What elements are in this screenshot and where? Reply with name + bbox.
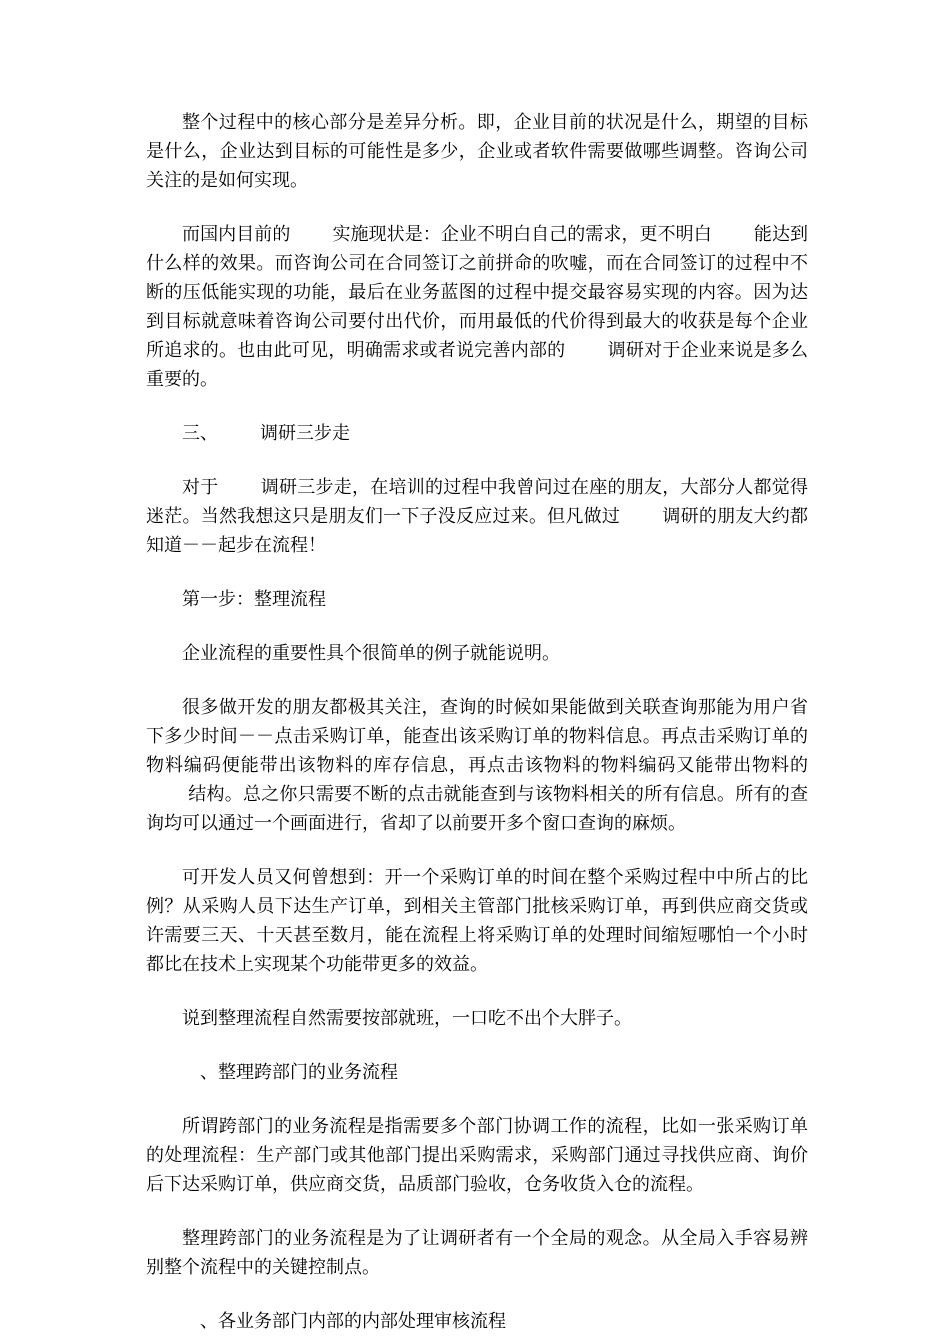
paragraph-developers-query: [146, 693, 808, 838]
section-number: 三、: [182, 423, 218, 444]
paragraph-three-steps-intro: [146, 473, 808, 560]
section-title: 调研三步走: [260, 423, 350, 444]
subheading-internal-review-process: [146, 1307, 808, 1336]
text-fragment: 很多做开发的朋友都极其关注，查询的时候如果能做到关联查询那能为用户省下多少时间－－点击采购订单，能查出该采购订单的物料信息。再点击采购订单的物料编码便能带出该物料的库存信息，再点击该物料的物料编码又能带出物料的: [146, 697, 808, 776]
text-fragment: 能达到什么样的效果。而咨询公司在合同签订之前拼命的吹嘘，而在合同签订的过程中不断的压低能实现的功能，最后在业务蓝图的过程中提交最容易实现的内容。因为达到目标就意味着咨询公司要付出代价，而用最低的代价得到最大的收获是每个企业所追求的。也由此可见，明确需求或者说完善内部的: [146, 224, 809, 361]
paragraph-process-importance: 企业流程的重要性具个很简单的例子就能说明。: [182, 643, 560, 664]
text-fragment: 、整理跨部门的业务流程: [200, 1062, 398, 1083]
text-fragment: 调研的朋友大约都知道－－起步在流程！: [146, 506, 809, 556]
paragraph-cross-department-definition: 所谓跨部门的业务流程是指需要多个部门协调工作的流程，比如一张采购订单的处理流程：生产部门或其他部门提出采购需求，采购部门通过寻找供应商、询价后下达采购订单，供应商交货，品质部门验收，仓务收货入仓的流程。: [146, 1116, 808, 1195]
text-fragment: 实施现状是：企业不明白自己的需求，更不明白: [332, 224, 712, 245]
text-fragment: 而国内目前的: [182, 224, 291, 245]
text-fragment: 结构。总之你只需要不断的点击就能查到与该物料相关的所有信息。所有的查询均可以通过一个画面进行，省却了以前要开多个窗口查询的麻烦。: [146, 784, 808, 834]
text-fragment: 调研三步走，在培训的过程中我曾问过在座的朋友，大部分人都觉得迷茫。当然我想这只是朋友们一下子没反应过来。但凡做过: [146, 477, 808, 527]
paragraph-domestic-status: [146, 220, 808, 394]
subheading-cross-department-process: [146, 1058, 808, 1087]
paragraph-order-time-ratio: 可开发人员又何曾想到：开一个采购订单的时间在整个采购过程中中所占的比例？从采购人员下达生产订单，到相关主管部门批核采购订单，再到供应商交货或许需要三天、十天甚至数月，能在流程上将采购订单的处理时间缩短哪怕一个小时都比在技术上实现某个功能带更多的效益。: [146, 867, 808, 975]
text-fragment: 调研对于企业来说是多么重要的。: [146, 340, 809, 390]
paragraph-step-by-step: 说到整理流程自然需要按部就班，一口吃不出个大胖子。: [182, 1008, 632, 1029]
paragraph-core-gap-analysis: 整个过程中的核心部分是差异分析。即，企业目前的状况是什么，期望的目标是什么，企业达到目标的可能性是多少，企业或者软件需要做哪些调整。咨询公司关注的是如何实现。: [146, 112, 808, 191]
section-heading-three-steps: [146, 419, 808, 448]
text-fragment: 、各业务部门内部的内部处理审核流程: [200, 1311, 506, 1332]
document-body: [146, 108, 808, 1336]
paragraph-cross-department-purpose: 整理跨部门的业务流程是为了让调研者有一个全局的观念。从全局入手容易辨别整个流程中的关键控制点。: [146, 1228, 808, 1278]
step-one-heading: 第一步：整理流程: [182, 589, 326, 610]
text-fragment: 对于: [182, 477, 219, 498]
